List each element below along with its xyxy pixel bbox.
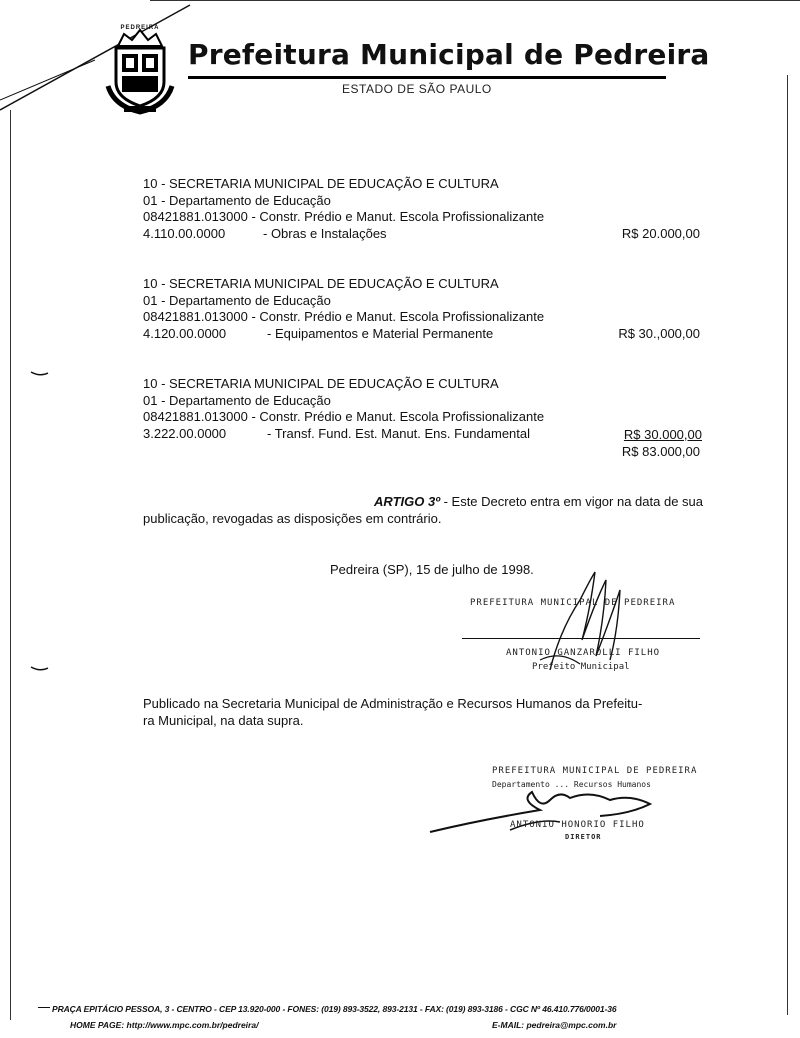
- artigo-label: ARTIGO 3º: [374, 494, 440, 509]
- entry-1-valor: R$ 20.000,00: [621, 226, 700, 241]
- entry-3-secretaria: 10 - SECRETARIA MUNICIPAL DE EDUCAÇÃO E CULTURA: [143, 376, 499, 391]
- crest-motto: PEDREIRA: [120, 25, 160, 31]
- date-line: Pedreira (SP), 15 de julho de 1998.: [330, 562, 534, 577]
- footer-address: PRAÇA EPITÁCIO PESSOA, 3 - CENTRO - CEP 13.920-000 - FONES: (019) 893-3522, 893-2131 - FAX: (019) 893-3186 - CGC Nº 46.410.776/0001-36: [52, 1004, 617, 1014]
- artigo-line-2: publicação, revogadas as disposições em contrário.: [143, 510, 442, 526]
- entry-2-descricao: - Equipamentos e Material Permanente: [267, 325, 494, 341]
- scan-border-left: [10, 110, 11, 1020]
- total-valor: R$ 83.000,00: [621, 444, 700, 459]
- entry-2-codigo-row: [143, 326, 544, 343]
- signature-2-department: Departamento ... Recursos Humanos: [492, 780, 651, 789]
- footer-homepage: HOME PAGE: http://www.mpc.com.br/pedreira/: [70, 1020, 259, 1030]
- entry-1-block: [143, 176, 544, 242]
- entry-3-block: [143, 376, 544, 442]
- footer-email: E-MAIL: pedreira@mpc.com.br: [492, 1020, 617, 1030]
- entry-3-projeto: 08421881.013000 - Constr. Prédio e Manut. Escola Profissionalizante: [143, 409, 545, 424]
- signature-2-role: DIRETOR: [565, 833, 602, 841]
- entry-1-departamento: 01 - Departamento de Educação: [143, 192, 331, 208]
- scan-border-right: [787, 75, 788, 1015]
- signature-1-name: ANTONIO GANZAROLLI FILHO: [506, 648, 661, 658]
- municipal-crest-icon: [104, 26, 176, 118]
- signature-1-stamp: PREFEITURA MUNICIPAL DE PEDREIRA: [470, 598, 676, 608]
- signature-1-role: Prefeito Municipal: [532, 662, 630, 672]
- title-underline: [188, 76, 666, 79]
- scan-border-top: [150, 0, 800, 1]
- entry-3-valor: R$ 30.000,00: [623, 427, 702, 442]
- entry-2-valor: R$ 30.,000,00: [618, 326, 700, 341]
- entry-1-descricao: - Obras e Instalações: [263, 225, 387, 241]
- entry-1-projeto: 08421881.013000 - Constr. Prédio e Manut. Escola Profissionalizante: [143, 209, 545, 224]
- artigo-block: [143, 494, 703, 527]
- footer-rule: [38, 1007, 50, 1008]
- page-title: Prefeitura Municipal de Pedreira: [188, 38, 710, 71]
- artigo-text-1: - Este Decreto entra em vigor na data de sua: [439, 494, 703, 509]
- entry-1-secretaria: 10 - SECRETARIA MUNICIPAL DE EDUCAÇÃO E CULTURA: [143, 176, 499, 191]
- entry-1-codigo-row: [143, 226, 544, 243]
- entry-2-projeto: 08421881.013000 - Constr. Prédio e Manut. Escola Profissionalizante: [143, 309, 545, 324]
- state-subtitle: ESTADO DE SÃO PAULO: [342, 82, 492, 96]
- publicado-line-2: ra Municipal, na data supra.: [143, 712, 304, 728]
- signature-2-stamp: PREFEITURA MUNICIPAL DE PEDREIRA: [492, 766, 698, 776]
- entry-2-block: [143, 276, 544, 342]
- entry-3-codigo: 3.222.00.0000: [143, 425, 227, 441]
- signature-1-line: [462, 638, 700, 639]
- punch-mark-2: [30, 664, 50, 674]
- entry-2-secretaria: 10 - SECRETARIA MUNICIPAL DE EDUCAÇÃO E CULTURA: [143, 276, 499, 291]
- entry-1-codigo: 4.110.00.0000: [143, 225, 226, 241]
- artigo-line-1: [143, 494, 703, 511]
- punch-mark-1: [30, 368, 50, 378]
- publicado-line-1: Publicado na Secretaria Municipal de Administração e Recursos Humanos da Prefeitu-: [143, 696, 643, 711]
- publicado-block: [143, 696, 642, 729]
- entry-2-departamento: 01 - Departamento de Educação: [143, 292, 331, 308]
- entry-2-codigo: 4.120.00.0000: [143, 325, 227, 341]
- entry-3-descricao: - Transf. Fund. Est. Manut. Ens. Fundamental: [267, 425, 531, 441]
- entry-3-departamento: 01 - Departamento de Educação: [143, 392, 331, 408]
- entry-3-codigo-row: [143, 426, 544, 443]
- signature-2-name: ANTONIO HONORIO FILHO: [510, 820, 645, 830]
